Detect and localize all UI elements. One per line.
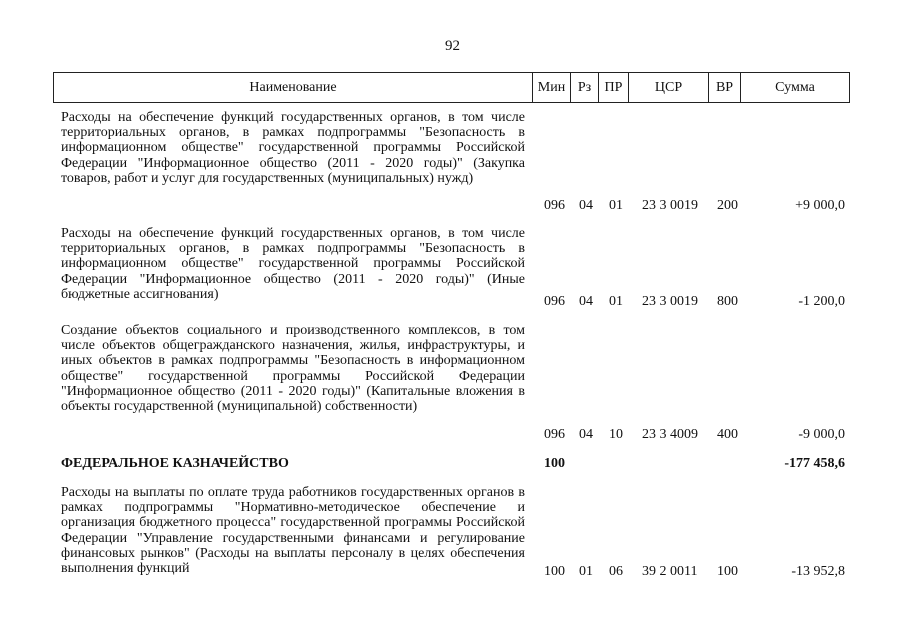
row-pr: 01 xyxy=(609,198,623,213)
row-min: 096 xyxy=(544,427,565,442)
row-rz: 04 xyxy=(579,198,593,213)
row-description: Расходы на выплаты по оплате труда работников государственных органов в рамках подпрограммы "Нормативно-методическое обеспечение и организация бюджетного процесса" государственной программы Российской Федерации "Управление государственными финансами и регулирование финансовых рынков" (Расходы на выплаты персоналу в целях обеспечения выполнения функций xyxy=(61,485,525,577)
row-vr: 400 xyxy=(717,427,738,442)
row-rz: 04 xyxy=(579,427,593,442)
table-header xyxy=(53,72,850,103)
row-rz: 04 xyxy=(579,294,593,309)
header-pr: ПР xyxy=(598,73,628,102)
header-min: Мин xyxy=(532,73,570,102)
page-number: 92 xyxy=(445,38,460,54)
row-sum: +9 000,0 xyxy=(795,198,845,213)
section-title: ФЕДЕРАЛЬНОЕ КАЗНАЧЕЙСТВО xyxy=(61,456,289,471)
header-vr: ВР xyxy=(708,73,740,102)
row-description: Расходы на обеспечение функций государственных органов, в том числе территориальных органов, в рамках подпрограммы "Безопасность в информационном обществе" государственной программы Российской Федерации "Информационное общество (2011 - 2020 годы)" (Иные бюджетные ассигнования) xyxy=(61,226,525,302)
row-csr: 23 3 0019 xyxy=(642,198,698,213)
header-rz: Рз xyxy=(570,73,598,102)
row-description: Создание объектов социального и производственного комплексов, в том числе объектов общегражданского назначения, жилья, инфраструктуры, и иных объектов в рамках подпрограммы "Безопасность в информационном обществе" государственной программы Российской Федерации "Информационное общество (2011 - 2020 годы)" (Капитальные вложения в объекты государственной (муниципальной) собственности) xyxy=(61,323,525,415)
row-pr: 01 xyxy=(609,294,623,309)
row-sum: -1 200,0 xyxy=(798,294,845,309)
row-csr: 23 3 4009 xyxy=(642,427,698,442)
row-pr: 10 xyxy=(609,427,623,442)
row-min: 100 xyxy=(544,564,565,579)
header-sum: Сумма xyxy=(740,73,849,102)
row-sum: -9 000,0 xyxy=(798,427,845,442)
row-min: 096 xyxy=(544,294,565,309)
row-pr: 06 xyxy=(609,564,623,579)
row-sum: -177 458,6 xyxy=(784,456,845,471)
row-vr: 800 xyxy=(717,294,738,309)
row-min: 100 xyxy=(544,456,565,471)
row-csr: 23 3 0019 xyxy=(642,294,698,309)
row-csr: 39 2 0011 xyxy=(642,564,698,579)
row-description: Расходы на обеспечение функций государственных органов, в том числе территориальных органов, в рамках подпрограммы "Безопасность в информационном обществе" государственной программы Российской Федерации "Информационное общество (2011 - 2020 годы)" (Закупка товаров, работ и услуг для государственных (муниципальных) нужд) xyxy=(61,110,525,186)
header-name: Наименование xyxy=(249,79,337,95)
row-vr: 100 xyxy=(717,564,738,579)
row-vr: 200 xyxy=(717,198,738,213)
row-min: 096 xyxy=(544,198,565,213)
header-csr: ЦСР xyxy=(628,73,708,102)
row-rz: 01 xyxy=(579,564,593,579)
row-sum: -13 952,8 xyxy=(791,564,845,579)
